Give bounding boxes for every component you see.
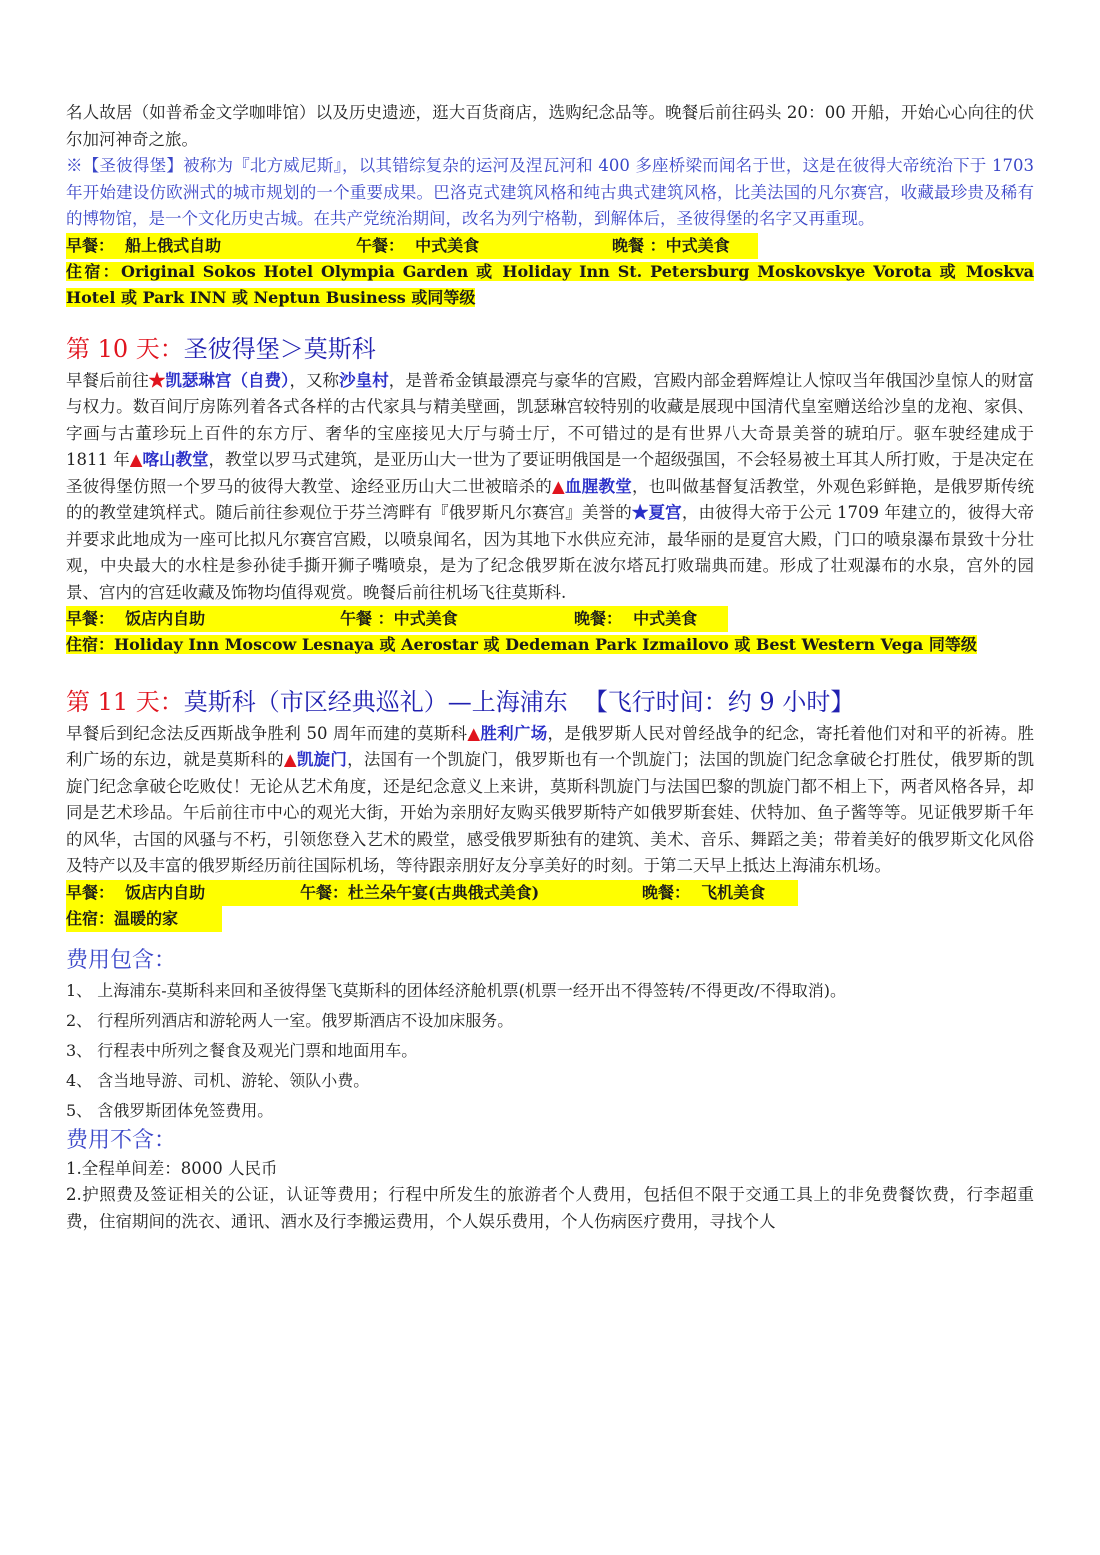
day11-hotel	[66, 906, 1034, 932]
day11-meals	[66, 880, 1034, 906]
star-icon: ★	[631, 503, 649, 522]
excluded-item: 1.全程单间差：8000 人民币	[66, 1158, 278, 1178]
day11-hotel-text: 住宿：温暖的家	[66, 906, 222, 932]
day10-hotel-text: 住宿：Holiday Inn Moscow Lesnaya 或 Aerostar 或 Dedeman Park Izmailovo 或 Best Western Vega 同等级	[66, 635, 977, 654]
excluded-list	[66, 1156, 1034, 1236]
day10-text-2: ，又称	[289, 370, 340, 390]
day11-lunch: 午餐：杜兰朵午宴(古典俄式美食)	[300, 880, 642, 906]
triangle-icon: ▲	[129, 450, 143, 469]
day9-breakfast: 早餐： 船上俄式自助	[66, 233, 356, 259]
day10-text-4: ，教堂以罗马式建筑，是亚历山大一世为了要证明俄国是一个超级强国，不会轻易被土耳其人所打败，于是决定在圣彼得堡仿照一个罗马的彼得大教堂、途经亚历山大二世被暗杀的	[66, 450, 1034, 496]
star-icon: ★	[148, 370, 166, 390]
day10-title-route: 圣彼得堡＞莫斯科	[183, 334, 376, 363]
day9-meals	[66, 233, 1034, 259]
included-item: 1、 上海浦东-莫斯科来回和圣彼得堡飞莫斯科的团体经济舱机票(机票一经开出不得签转/不得更改/不得取消)。	[66, 980, 846, 1000]
day9-lunch: 午餐： 中式美食	[356, 233, 612, 259]
excluded-item: 2.护照费及签证相关的公证，认证等费用；行程中所发生的旅游者个人费用，包括但不限于交通工具上的非免费餐饮费，行李超重费，住宿期间的洗衣、通讯、酒水及行李搬运费用，个人娱乐费用，个人伤病医疗费用，寻找个人	[66, 1185, 1034, 1231]
day11-title-num: 第 11 天：	[66, 687, 184, 716]
day9-hotel-text: 住宿：Original Sokos Hotel Olympia Garden 或 Holiday Inn St. Petersburg Moskovskye Vorota 或 Moskva Hotel 或 Park INN 或 Neptun Business 或同等级	[66, 261, 1034, 307]
spot-church-of-spilled-blood: 血腥教堂	[564, 476, 633, 496]
triangle-icon: ▲	[467, 723, 481, 743]
day10-text-5: ，也叫做基督复活教堂，外观色彩鲜艳，是俄罗斯传统的的教堂建筑样式。随后前往参观位于芬兰湾畔有『俄罗斯凡尔赛宫』美誉的	[66, 476, 1035, 522]
included-item: 4、 含当地导游、司机、游轮、领队小费。	[66, 1070, 370, 1090]
day9-intro: 名人故居（如普希金文学咖啡馆）以及历史遗迹，逛大百货商店，选购纪念品等。晚餐后前往码头 20：00 开船，开始心心向往的伏尔加河神奇之旅。	[66, 103, 1034, 149]
included-title: 费用包含：	[66, 947, 177, 973]
included-list	[66, 976, 1034, 1126]
triangle-icon: ▲	[552, 476, 565, 496]
day11-title-flight: 【飞行时间：约 9 小时】	[583, 687, 855, 716]
day11-text-3: ，法国有一个凯旋门，俄罗斯也有一个凯旋门；法国的凯旋门纪念拿破仑打胜仗，俄罗斯的凯旋门纪念拿破仑吃败仗！无论从艺术角度，还是纪念意义上来讲，莫斯科凯旋门与法国巴黎的凯旋门都不相上下，两者风格各异，却同是艺术珍品。午后前往市中心的观光大街，开始为亲朋好友购买俄罗斯特产如俄罗斯套娃、伏特加、鱼子酱等等。见证俄罗斯千年的风华，古国的风骚与不朽，引领您登入艺术的殿堂，感受俄罗斯独有的建筑、美术、音乐、舞蹈之美；带着美好的俄罗斯文化风俗及特产以及丰富的俄罗斯经历前往国际机场，等待跟亲朋好友分享美好的时刻。于第二天早上抵达上海浦东机场。	[66, 750, 1034, 875]
day10-lunch: 午餐 ：中式美食	[340, 606, 574, 632]
excluded-title: 费用不含：	[66, 1127, 177, 1153]
day10-body	[66, 368, 1034, 607]
day11-text-2: ，是俄罗斯人民对曾经战争的纪念，寄托着他们对和平的祈祷。胜利广场的东边，就是莫斯科的	[66, 723, 1035, 769]
triangle-icon: ▲	[283, 750, 297, 769]
included-item: 3、 行程表中所列之餐食及观光门票和地面用车。	[66, 1040, 418, 1060]
day10-title	[66, 334, 1034, 364]
spot-summer-palace: 夏宫	[648, 503, 682, 522]
day10-text-1: 早餐后前往	[66, 370, 149, 390]
spot-catherine-palace: 凯瑟琳宫（自费）	[165, 370, 290, 390]
day11-breakfast: 早餐： 饭店内自助	[66, 880, 300, 906]
spot-victory-square: 胜利广场	[480, 723, 548, 743]
day11-body	[66, 721, 1034, 880]
day10-meals	[66, 606, 1034, 632]
spot-triumphal-arch: 凯旋门	[296, 750, 348, 769]
day10-hotel	[66, 632, 1034, 659]
included-item: 2、 行程所列酒店和游轮两人一室。俄罗斯酒店不设加床服务。	[66, 1010, 514, 1030]
day10-breakfast: 早餐： 饭店内自助	[66, 606, 340, 632]
day10-dinner: 晚餐： 中式美食	[574, 606, 728, 632]
day9-hotel	[66, 259, 1034, 312]
day10-text-6: ，由彼得大帝于公元 1709 年建立的，彼得大帝并要求此地成为一座可比拟凡尔赛宫宫殿，以喷泉闻名，因为其地下水供应充沛，最华丽的是夏宫大殿，门口的喷泉瀑布景致十分壮观，中央最大的水柱是参孙徒手撕开狮子嘴喷泉，是为了纪念俄罗斯在波尔塔瓦打败瑞典而建。形成了壮观瀑布的水泉，宫外的园景、宫内的宫廷收藏及饰物均值得观赏。晚餐后前往机场飞往莫斯科.	[66, 503, 1035, 602]
spot-kazan-cathedral: 喀山教堂	[142, 450, 209, 469]
st-petersburg-note: ※【圣彼得堡】被称为『北方威尼斯』，以其错综复杂的运河及涅瓦河和 400 多座桥梁而闻名于世，这是在彼得大帝统治下于 1703 年开始建设仿欧洲式的城市规划的一个重要成果。巴洛克式建筑风格和纯古典式建筑风格，比美法国的凡尔赛宫，收藏最珍贵及稀有的博物馆，是一个文化历史古城。在共产党统治期间，改名为列宁格勒，到解体后，圣彼得堡的名字又再重现。	[66, 156, 1034, 228]
day10-text-3: ，是普希金镇最漂亮与豪华的宫殿，宫殿内部金碧辉煌让人惊叹当年俄国沙皇惊人的财富与权力。数百间厅房陈列着各式各样的古代家具与精美壁画，凯瑟琳宫较特别的收藏是展现中国清代皇室赠送给沙皇的龙袍、家俱、字画与古董珍玩上百件的东方厅、奢华的宝座接见大厅与骑士厅，不可错过的是有世界八大奇景美誉的琥珀厅。驱车驶经建成于 1811 年	[66, 370, 1035, 469]
day11-title-route: 莫斯科（市区经典巡礼）—上海浦东	[183, 687, 568, 716]
day10-title-num: 第 10 天：	[66, 334, 184, 363]
included-item: 5、 含俄罗斯团体免签费用。	[66, 1100, 274, 1120]
spot-tsarskoye-selo: 沙皇村	[339, 370, 389, 390]
day11-title	[66, 687, 1034, 717]
day9-dinner: 晚餐 ：中式美食	[612, 233, 758, 259]
day11-text-1: 早餐后到纪念法反西斯战争胜利 50 周年而建的莫斯科	[66, 723, 468, 743]
day11-dinner: 晚餐： 飞机美食	[642, 880, 798, 906]
